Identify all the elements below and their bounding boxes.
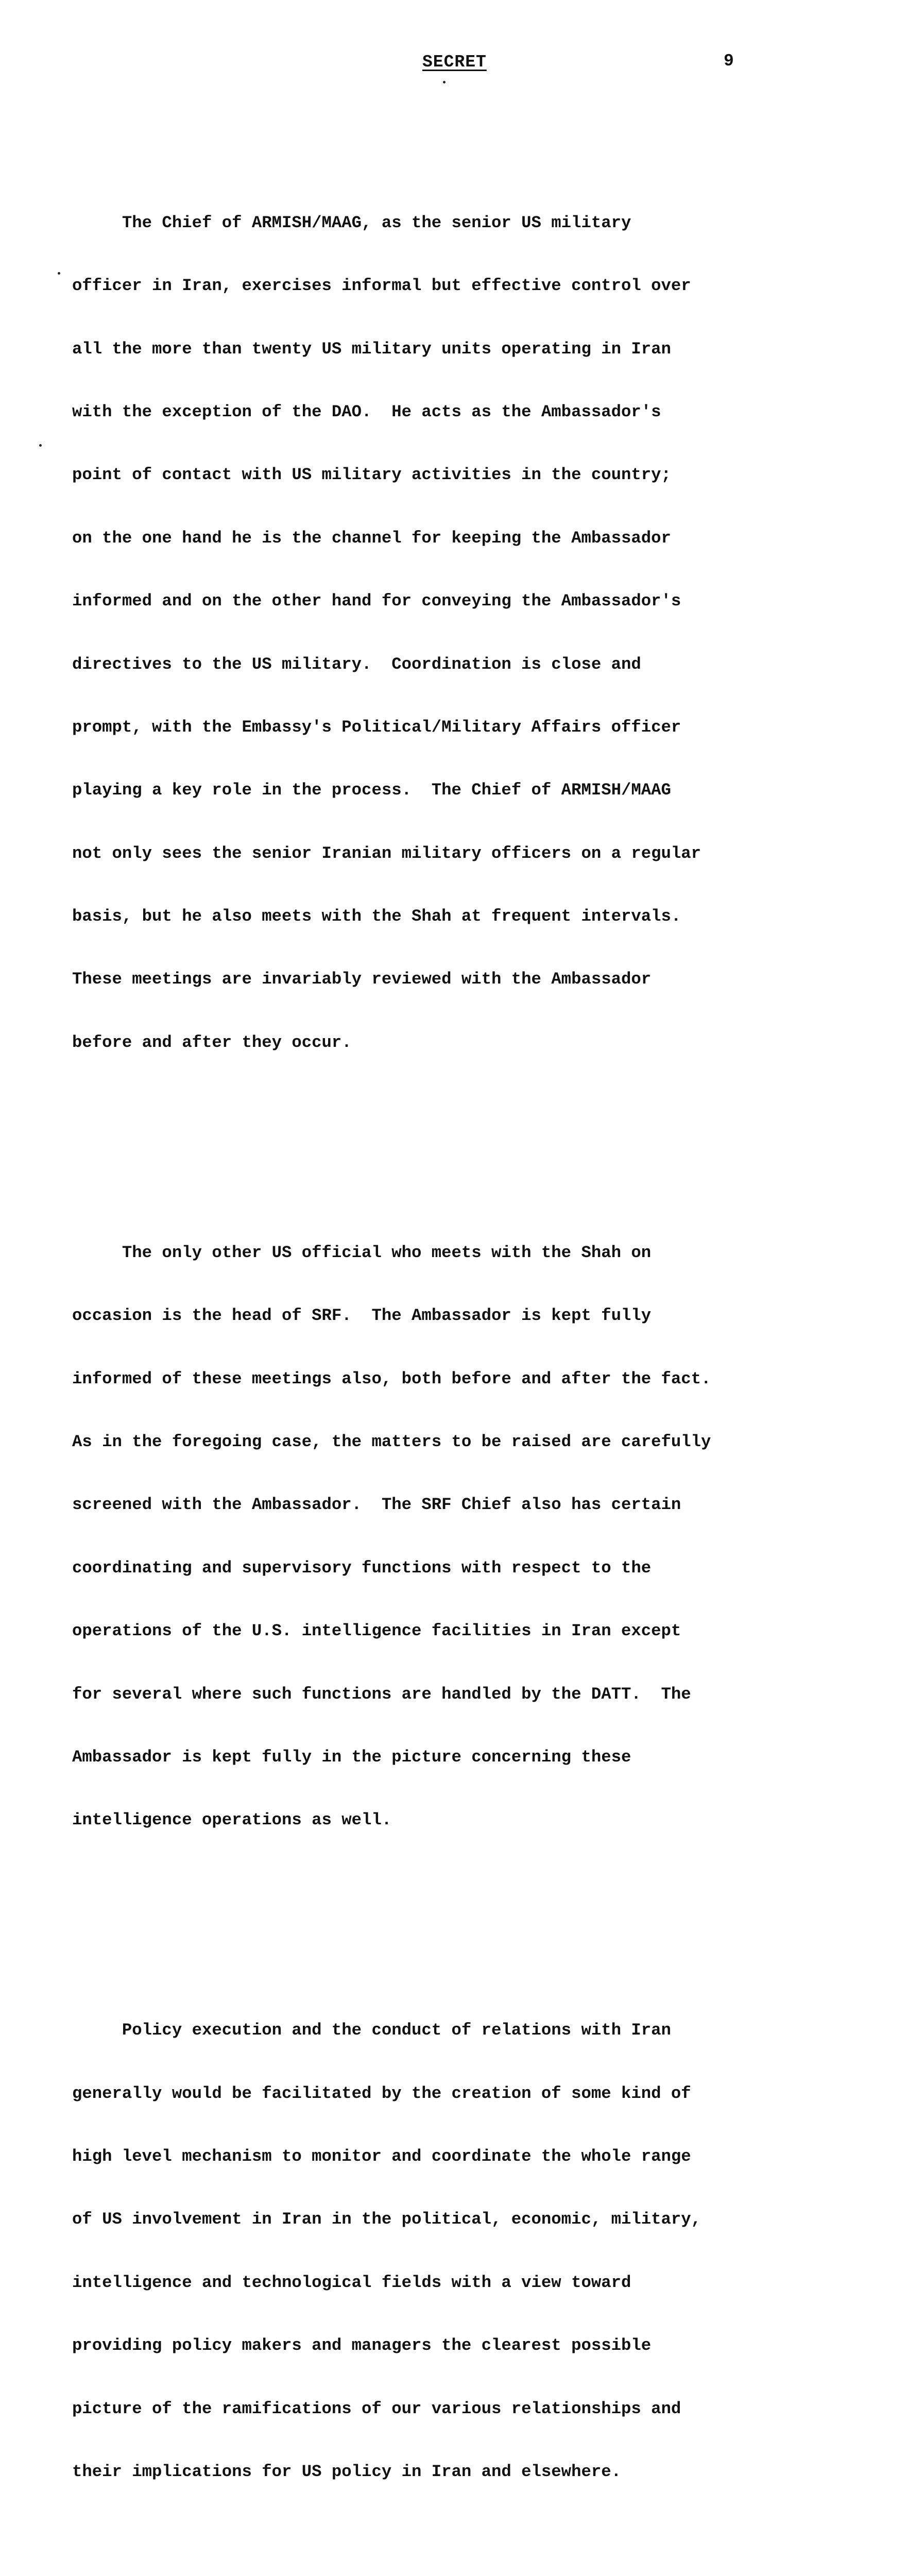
text-line: playing a key role in the process. The Chief of ARMISH/MAAG <box>72 781 671 800</box>
page-header <box>0 52 907 77</box>
text-line: informed and on the other hand for conveying the Ambassador's <box>72 591 681 611</box>
text-line: screened with the Ambassador. The SRF Chief also has certain <box>72 1495 681 1515</box>
text-line: coordinating and supervisory functions with respect to the <box>72 1558 652 1578</box>
text-line: As in the foregoing case, the matters to be raised are carefully <box>72 1432 711 1451</box>
text-line: intelligence and technological fields with a view toward <box>72 2273 631 2292</box>
text-line: informed of these meetings also, both before and after the fact. <box>72 1369 711 1388</box>
stray-mark <box>39 444 42 447</box>
text-line: all the more than twenty US military units operating in Iran <box>72 339 671 359</box>
text-line: their implications for US policy in Iran and elsewhere. <box>72 2462 621 2482</box>
text-line: for several where such functions are handled by the DATT. The <box>72 1684 691 1704</box>
text-line: The only other US official who meets with the Shah on <box>72 1243 652 1262</box>
text-line: operations of the U.S. intelligence facilities in Iran except <box>72 1621 681 1641</box>
text-line: Policy execution and the conduct of relations with Iran <box>72 2021 671 2040</box>
text-line: directives to the US military. Coordination is close and <box>72 654 641 674</box>
text-line: intelligence operations as well. <box>72 1810 392 1830</box>
paragraph-srf <box>72 1200 876 1873</box>
classification-marking: SECRET <box>422 53 487 72</box>
text-line: on the one hand he is the channel for keeping the Ambassador <box>72 528 671 548</box>
text-line: prompt, with the Embassy's Political/Military Affairs officer <box>72 717 681 737</box>
text-line: not only sees the senior Iranian military officers on a regular <box>72 843 701 863</box>
text-line: with the exception of the DAO. He acts as the Ambassador's <box>72 402 661 421</box>
text-line: providing policy makers and managers the clearest possible <box>72 2336 652 2355</box>
text-line: officer in Iran, exercises informal but effective control over <box>72 276 691 296</box>
text-line: before and after they occur. <box>72 1032 352 1052</box>
text-line: point of contact with US military activities in the country; <box>72 465 671 485</box>
text-line: picture of the ramifications of our various relationships and <box>72 2399 681 2418</box>
text-line: occasion is the head of SRF. The Ambassador is kept fully <box>72 1306 652 1326</box>
text-line: basis, but he also meets with the Shah at frequent intervals. <box>72 907 681 926</box>
text-line: of US involvement in Iran in the political, economic, military, <box>72 2210 701 2229</box>
text-line: These meetings are invariably reviewed with the Ambassador <box>72 970 652 989</box>
text-line: high level mechanism to monitor and coordinate the whole range <box>72 2147 691 2166</box>
text-line: generally would be facilitated by the creation of some kind of <box>72 2083 691 2103</box>
document-body <box>72 87 876 2576</box>
text-line: Ambassador is kept fully in the picture concerning these <box>72 1747 631 1767</box>
text-line: The Chief of ARMISH/MAAG, as the senior US military <box>72 213 631 232</box>
paragraph-armish-maag <box>72 171 876 1095</box>
stray-mark <box>443 81 446 83</box>
page-number: 9 <box>724 52 734 71</box>
paragraph-policy-execution <box>72 1978 876 2525</box>
stray-mark <box>58 272 60 275</box>
